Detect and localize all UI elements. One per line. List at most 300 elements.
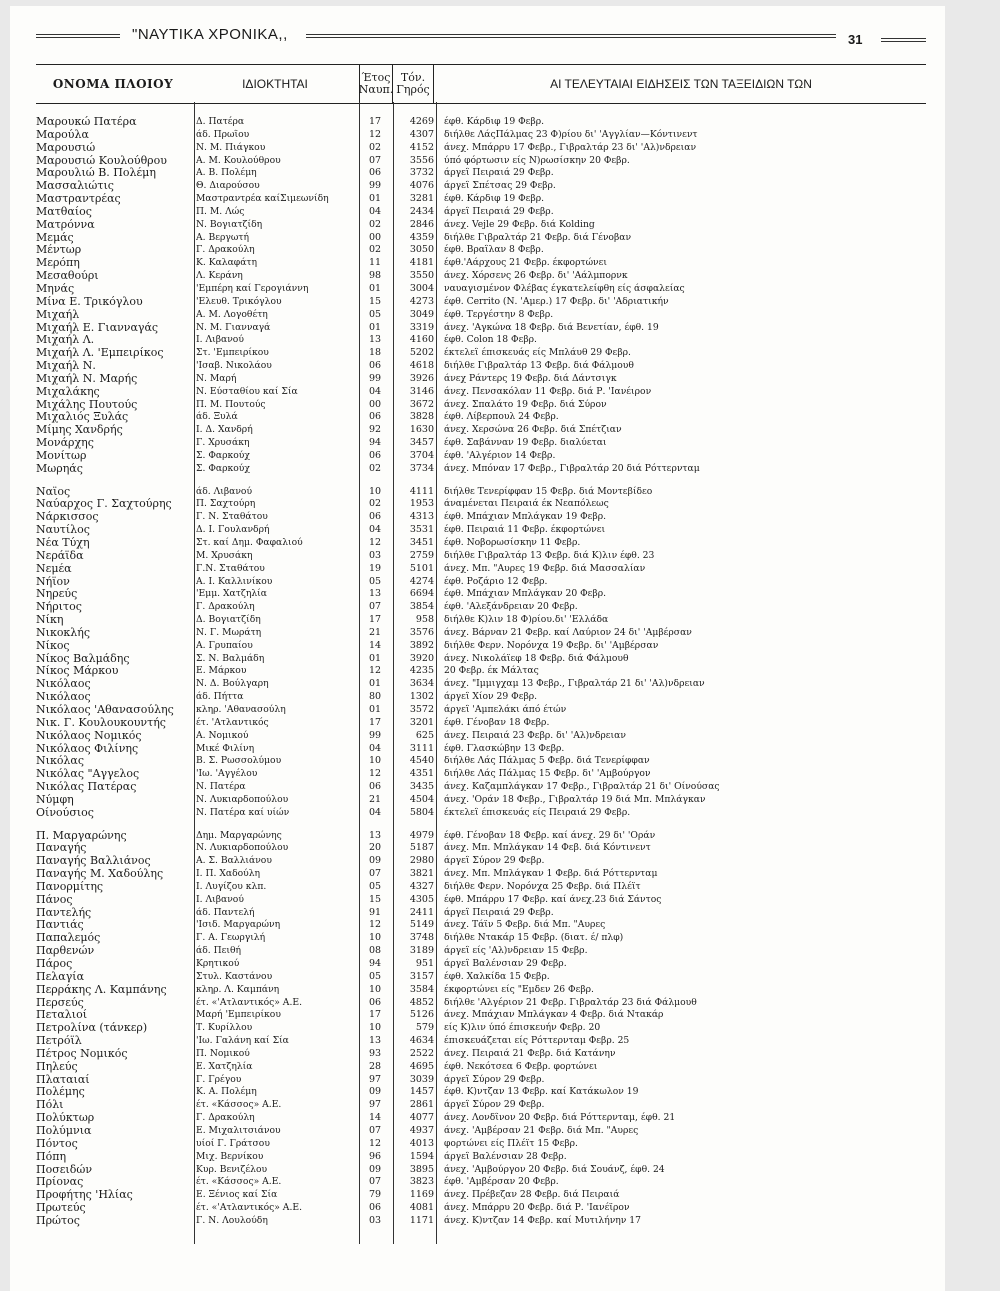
voyage-news: έφθ. Γλασκώβην 13 Φεβρ. (444, 742, 565, 754)
owner: Α. Β. Πολέμη (196, 167, 257, 179)
owner: άδ. Πειθή (196, 945, 241, 957)
owner: Μιχ. Βερνίκου (196, 1150, 264, 1162)
table-row (36, 424, 926, 437)
ship-name: Ματθαίος (36, 205, 92, 218)
owner: Ν. Γ. Μωράτη (196, 626, 262, 638)
year-built: 13 (368, 334, 382, 346)
voyage-news: άνεχ. Μπάρρυ 17 Φεβρ., Γιβραλτάρ 23 δι' 'Αλ)νδρειαν (444, 141, 697, 153)
voyage-news: άνεχ. Vejle 29 Φεβρ. διά Kolding (444, 218, 595, 230)
voyage-news: διήλθε Κ)λιν 18 Φ)ρίου.δι' 'Ελλάδα (444, 614, 609, 626)
table-row (36, 244, 926, 257)
owner: 'Εμμ. Χατζηλία (196, 588, 267, 600)
gross-tonnage: 4634 (409, 1035, 434, 1047)
owner: Ν. Πατέρα καί υίών (196, 806, 290, 818)
voyage-news: έφθ. Σαβάνναν 19 Φεβρ. διαλύεται (444, 437, 607, 449)
gross-tonnage: 4269 (409, 116, 434, 127)
owner: Α. Σ. Βαλλιάνου (196, 855, 272, 867)
ship-name: Μεσαθούρι (36, 270, 99, 283)
ship-name: Μιχαλάκης (36, 385, 100, 398)
owner: Σ. Ν. Βαλμάδη (196, 652, 265, 664)
owner: άδ. Λιβανού (196, 485, 253, 497)
owner: κληρ. 'Αθανασούλη (196, 703, 286, 715)
year-built: 05 (368, 308, 382, 320)
table-row (36, 1022, 926, 1035)
gross-tonnage: 3157 (409, 970, 434, 982)
owner: Ε. Μιχαλιτσιάνου (196, 1124, 281, 1136)
year-built: 10 (368, 755, 382, 767)
voyage-news: άνεχ Ράντερς 19 Φεβρ. διά Δάντσιγκ (444, 372, 617, 384)
ship-name: Μονίτωρ (36, 449, 87, 462)
gross-tonnage: 3572 (409, 703, 434, 715)
table-row (36, 283, 926, 296)
owner: Ι. Λυγίζου κλπ. (196, 880, 267, 892)
table-row (36, 1202, 926, 1215)
ship-name: Πελαγία (36, 970, 85, 983)
year-built: 96 (368, 1150, 382, 1162)
ship-name: Μιχαήλ Λ. (36, 334, 95, 347)
owner: Π. Μ. Πουτούς (196, 398, 266, 410)
gross-tonnage: 5149 (409, 919, 434, 931)
year-built: 01 (368, 193, 382, 205)
year-built: 05 (368, 970, 382, 982)
owner: Μικέ Φιλίνη (196, 742, 255, 754)
gross-tonnage: 2846 (409, 218, 434, 230)
ship-name: Μονάρχης (36, 437, 94, 450)
owner: έτ. 'Ατλαντικός (196, 716, 269, 728)
voyage-news: άργεΐ Σύρον 29 Φεβρ. (444, 1099, 545, 1111)
gross-tonnage: 5101 (409, 562, 434, 574)
table-row (36, 588, 926, 601)
owner: Τ. Κυρίλλου (196, 1022, 253, 1034)
voyage-news: διήλθε Λάς Πάλμας 5 Φεβρ. διά Τενερίφφαν (444, 755, 650, 767)
year-built: 20 (368, 842, 382, 854)
voyage-news: διήλθε Γιβραλτάρ 13 Φεβρ. διά Φάλμουθ (444, 360, 634, 372)
year-built: 04 (368, 806, 382, 818)
gross-tonnage: 3435 (409, 781, 434, 793)
gross-tonnage: 3634 (409, 678, 434, 690)
table-row (36, 984, 926, 997)
ship-name: Μιχαήλ Ε. Γιανναγάς (36, 321, 159, 334)
table-row (36, 730, 926, 743)
gross-tonnage: 2522 (409, 1047, 434, 1059)
table-row (36, 232, 926, 245)
table-row (36, 743, 926, 756)
year-built: 19 (368, 562, 382, 574)
table-row (36, 296, 926, 309)
year-built: 18 (368, 347, 382, 359)
ship-name: Νικόλαος (36, 691, 91, 704)
table-row (36, 1151, 926, 1164)
ship-name: Νικόλαος Φιλίνης (36, 742, 139, 755)
table-row (36, 1176, 926, 1189)
ship-name: Μαρούλα (36, 128, 89, 141)
table-row (36, 691, 926, 704)
gross-tonnage: 4313 (409, 511, 434, 523)
year-built: 06 (368, 449, 382, 461)
gross-tonnage: 3920 (409, 652, 434, 664)
year-built: 10 (368, 1022, 382, 1034)
table-row (36, 932, 926, 945)
year-built: 12 (368, 537, 382, 548)
ship-name: Πολύμνια (36, 1124, 92, 1137)
table-row (36, 704, 926, 717)
table-row (36, 155, 926, 168)
ship-name: Ποσειδών (36, 1163, 93, 1176)
voyage-news: έφθ. Νοβορωσίσκην 11 Φεβρ. (444, 537, 581, 548)
ship-name: Πολέμης (36, 1086, 85, 1099)
voyage-news: άνεχ. Σπαλάτο 19 Φεβρ. διά Σύρον (444, 398, 607, 410)
table-row (36, 129, 926, 142)
year-built: 97 (368, 1073, 382, 1085)
ship-name: Περσεύς (36, 996, 84, 1009)
table-row (36, 945, 926, 958)
voyage-news: ναυαγισμένον Φλέβας έγκατελείφθη είς άσφαλείας (444, 282, 685, 294)
ship-name: Πηλεύς (36, 1060, 78, 1073)
year-built: 06 (368, 511, 382, 523)
gross-tonnage: 4618 (409, 360, 434, 372)
year-built: 09 (368, 1086, 382, 1098)
year-built: 02 (368, 498, 382, 510)
year-built: 93 (368, 1047, 382, 1059)
owner: Ν. Πατέρα (196, 781, 246, 793)
voyage-news: άνεχ. Βάρναν 21 Φεβρ. καί Λαύριον 24 δι' 'Αμβέρσαν (444, 626, 692, 638)
voyage-news: έφθ. Ροζάριο 12 Φεβρ. (444, 575, 548, 587)
ship-name: Μιχάλης Πουτούς (36, 398, 138, 411)
owner: Α. Νομικού (196, 729, 249, 741)
table-row (36, 781, 926, 794)
table-row (36, 842, 926, 855)
year-built: 13 (368, 829, 382, 841)
year-built: 05 (368, 575, 382, 587)
owner: Γ. Δρακούλη (196, 1112, 255, 1124)
year-built: 98 (368, 270, 382, 282)
owner: 'Ελευθ. Τρικόγλου (196, 295, 282, 307)
table-row (36, 486, 926, 499)
voyage-news: άνεχ. Χόρσενς 26 Φεβρ. δι' 'Αάλμπορνκ (444, 270, 628, 282)
year-built: 13 (368, 1035, 382, 1047)
owner: Λ. Κεράνη (196, 270, 243, 282)
ship-name: Παναγής Μ. Χαδούλης (36, 868, 164, 881)
voyage-news: έφθ. Κάρδιφ 19 Φεβρ. (444, 116, 545, 127)
gross-tonnage: 3531 (409, 524, 434, 536)
table-row (36, 142, 926, 155)
ship-name: Νήϊον (36, 575, 70, 588)
gross-tonnage: 2411 (409, 906, 434, 918)
ship-name: Νικ. Γ. Κουλουκουντής (36, 716, 166, 729)
owner: Θ. Διαρούσου (196, 180, 260, 192)
owner: Ν. Λυκιαρδοπούλου (196, 842, 289, 854)
voyage-news: άνεχ. Κ)ντζαν 14 Φεβρ. καί Μυτιλήνην 17 (444, 1214, 641, 1226)
voyage-news: άργεΐ Σύρον 29 Φεβρ. (444, 855, 545, 867)
table-row (36, 601, 926, 614)
header-rule-middle (306, 34, 836, 38)
owner: υίοί Γ. Γράτσου (196, 1137, 270, 1149)
voyage-news: έφθ. Κ)ντζαν 13 Φεβρ. καί Κατάκωλον 19 (444, 1086, 639, 1098)
owner: Γ. Γρέγου (196, 1073, 242, 1085)
voyage-news: διήλθε Ντακάρ 15 Φεβρ. (διατ. έ/ πλφ) (444, 932, 624, 944)
gross-tonnage: 3201 (409, 716, 434, 728)
table-row (36, 958, 926, 971)
ship-name: Ναυτίλος (36, 524, 90, 537)
ship-name: Μαρουσιώ (36, 141, 96, 154)
year-built: 01 (368, 678, 382, 690)
gross-tonnage: 4327 (409, 880, 434, 892)
table-row (36, 463, 926, 476)
year-built: 21 (368, 626, 382, 638)
year-built: 04 (368, 385, 382, 397)
ship-name: Παναγής (36, 842, 87, 855)
gross-tonnage: 3550 (409, 270, 434, 282)
owner: Μ. Χρυσάκη (196, 549, 253, 561)
gross-tonnage: 4351 (409, 768, 434, 780)
table-row (36, 524, 926, 537)
owner: Ν. Δ. Βούλγαρη (196, 678, 269, 690)
gross-tonnage: 2759 (409, 549, 434, 561)
table-row (36, 1099, 926, 1112)
ship-name: Πόλι (36, 1099, 64, 1112)
table-row (36, 563, 926, 576)
ship-name: Νίκος Μάρκου (36, 665, 119, 678)
table-row (36, 1138, 926, 1151)
owner: Γ. Α. Γεωργιλή (196, 932, 266, 944)
table-row (36, 717, 926, 730)
year-built: 06 (368, 167, 382, 179)
voyage-news: άνεχ. Μπόναν 17 Φεβρ., Γιβραλτάρ 20 διά Ρόττερνταμ (444, 462, 700, 474)
table-row (36, 550, 926, 563)
owner: Κρητικού (196, 958, 240, 969)
year-built: 04 (368, 742, 382, 754)
running-header (36, 26, 926, 48)
year-built: 80 (368, 691, 382, 703)
owner: Κ. Α. Πολέμη (196, 1086, 257, 1098)
voyage-news: έφθ. 'Αλεξάνδρειαν 20 Φεβρ. (444, 601, 578, 613)
ship-name: Ναΐος (36, 485, 71, 498)
voyage-news: άργεΐ Βαλένσιαν 29 Φεβρ. (444, 958, 567, 969)
table-row (36, 498, 926, 511)
ship-name: Μίμης Χανδρής (36, 424, 123, 437)
voyage-news: έφθ. Πειραιά 11 Φεβρ. έκφορτώνει (444, 524, 606, 536)
ship-name: Πόπη (36, 1150, 67, 1163)
voyage-news: διήλθε Φερν. Νορόνχα 25 Φεβρ. διά Πλέϊτ (444, 880, 641, 892)
owner: άδ. Ξυλά (196, 411, 238, 423)
table-row (36, 919, 926, 932)
voyage-news: άνεχ. Πρέβεζαν 28 Φεβρ. διά Πειραιά (444, 1189, 620, 1201)
year-built: 05 (368, 880, 382, 892)
table-row (36, 807, 926, 820)
gross-tonnage: 1169 (409, 1189, 434, 1201)
gross-tonnage: 3734 (409, 462, 434, 474)
table-row (36, 794, 926, 807)
gross-tonnage: 3854 (409, 601, 434, 613)
year-built: 12 (368, 128, 382, 140)
owner: 'Ιω. Γαλάνη καί Σία (196, 1035, 289, 1047)
voyage-news: άνεχ. Νικολάϊεφ 18 Φεβρ. διά Φάλμουθ (444, 652, 629, 664)
year-built: 06 (368, 411, 382, 423)
voyage-news: άργεΐ Πειραιά 29 Φεβρ. (444, 906, 554, 918)
ship-name: Νύμφη (36, 793, 74, 806)
ship-name: Νικόλαος Νομικός (36, 729, 142, 742)
table-row (36, 665, 926, 678)
voyage-news: άργεΐ 'Αμπελάκι άπό έτών (444, 703, 567, 715)
table-row (36, 868, 926, 881)
ship-name: Μαρουσιώ Κουλούθρου (36, 154, 167, 167)
table-row (36, 219, 926, 232)
owner: Ν. Λυκιαρδοπούλου (196, 793, 289, 805)
year-built: 01 (368, 652, 382, 664)
year-built: 07 (368, 1176, 382, 1188)
table-row (36, 347, 926, 360)
year-built: 28 (368, 1060, 382, 1072)
column-heading-year-top: Έτος (361, 71, 391, 84)
voyage-news: άναμένεται Πειραιά έκ Νεαπόλεως (444, 498, 609, 510)
owner: Στ. καί Δημ. Φαφαλιού (196, 537, 303, 548)
owner: Π. Νομικού (196, 1047, 250, 1059)
owner: Σ. Φαρκούχ (196, 449, 250, 461)
column-heading-voyage-news: ΑΙ ΤΕΛΕΥΤΑΙΑΙ ΕΙΔΗΣΕΙΣ ΤΩΝ ΤΑΞΕΙΔΙΩΝ ΤΩΝ (550, 77, 812, 91)
year-built: 09 (368, 1163, 382, 1175)
table-row (36, 386, 926, 399)
year-built: 07 (368, 868, 382, 880)
table-row (36, 1086, 926, 1099)
gross-tonnage: 5187 (409, 842, 434, 854)
column-heading-tonnage (393, 65, 434, 103)
year-built: 07 (368, 154, 382, 166)
gross-tonnage: 3189 (409, 945, 434, 957)
year-built: 06 (368, 996, 382, 1008)
gross-tonnage: 6694 (409, 588, 434, 600)
owner: Α. Ι. Καλλινίκου (196, 575, 273, 587)
voyage-news: διήλθε Φερν. Νορόνχα 19 Φεβρ. δι' 'Αμβέρσαν (444, 639, 659, 651)
gross-tonnage: 1457 (409, 1086, 434, 1098)
voyage-news: έφθ. Μπάχιαν Μπλάγκαν 19 Φεβρ. (444, 511, 607, 523)
owner: Ι. Λιβανού (196, 334, 244, 346)
gross-tonnage: 4077 (409, 1112, 434, 1124)
voyage-news: άνεχ. 'Αγκώνα 18 Φεβρ. διά Βενετίαν, έφθ. 19 (444, 321, 659, 333)
voyage-news: 20 Φεβρ. έκ Μάλτας (444, 665, 539, 677)
gross-tonnage: 3111 (409, 742, 434, 754)
owner: Ι. Δ. Χανδρή (196, 424, 253, 436)
ship-name: Πόντος (36, 1137, 78, 1150)
year-built: 02 (368, 218, 382, 230)
gross-tonnage: 3821 (409, 868, 434, 880)
gross-tonnage: 4852 (409, 996, 434, 1008)
ship-name: Νίκη (36, 614, 64, 627)
ship-name: Νηρεύς (36, 588, 78, 601)
ship-name: Νεράϊδα (36, 549, 84, 562)
table-row (36, 167, 926, 180)
gross-tonnage: 579 (415, 1022, 434, 1034)
voyage-news: άνεχ. 'Αμβούργον 20 Φεβρ. διά Σουάνζ, έφθ. 24 (444, 1163, 665, 1175)
voyage-news: άργεΐ Σύρον 29 Φεβρ. (444, 1073, 545, 1085)
year-built: 97 (368, 1099, 382, 1111)
gross-tonnage: 3672 (409, 398, 434, 410)
ship-name: Περράκης Λ. Καμπάνης (36, 983, 167, 996)
owner: Ε. Χατζηλία (196, 1060, 253, 1072)
year-built: 17 (368, 116, 382, 127)
owner: Α. Γρυπαίου (196, 639, 253, 651)
voyage-news: άργεΐ είς 'Αλ)νδρειαν 15 Φεβρ. (444, 945, 588, 957)
year-built: 08 (368, 945, 382, 957)
gross-tonnage: 3828 (409, 411, 434, 423)
gross-tonnage: 1953 (409, 498, 434, 510)
table-row (36, 116, 926, 129)
gross-tonnage: 3556 (409, 154, 434, 166)
year-built: 94 (368, 958, 382, 969)
year-built: 06 (368, 360, 382, 372)
gross-tonnage: 3004 (409, 282, 434, 294)
ship-name: Νικοκλής (36, 626, 91, 639)
table-row (36, 653, 926, 666)
voyage-news: έφθ. Cerrito (Ν. 'Αμερ.) 17 Φεβρ. δι' 'Αδριατικήν (444, 295, 669, 307)
ship-name: Ναύαρχος Γ. Σαχτούρης (36, 498, 172, 511)
owner: Α. Βεργωτή (196, 231, 249, 243)
year-built: 03 (368, 1214, 382, 1226)
table-row (36, 971, 926, 984)
voyage-news: έφθ. Τεργέστην 8 Φεβρ. (444, 308, 554, 320)
year-built: 02 (368, 462, 382, 474)
year-built: 02 (368, 244, 382, 256)
year-built: 07 (368, 1124, 382, 1136)
ship-name: Νικόλαος 'Αθανασούλης (36, 703, 174, 716)
table-row (36, 1035, 926, 1048)
gross-tonnage: 3732 (409, 167, 434, 179)
owner: Γ. Ν. Λουλούδη (196, 1214, 268, 1226)
year-built: 21 (368, 793, 382, 805)
owner: Γ. Δρακούλη (196, 601, 255, 613)
year-built: 12 (368, 665, 382, 677)
voyage-news: άνεχ. Πειραιά 23 Φεβρ. δι' 'Αλ)νδρειαν (444, 729, 626, 741)
ship-name: Πρίονας (36, 1176, 84, 1189)
gross-tonnage: 3576 (409, 626, 434, 638)
voyage-news: ύπό φόρτωσιν είς Ν)ρωσίσκην 20 Φεβρ. (444, 154, 630, 166)
year-built: 91 (368, 906, 382, 918)
owner: Ν. Εύσταθίου καί Σία (196, 385, 298, 397)
year-built: 14 (368, 1112, 382, 1124)
owner: Α. Μ. Λογοθέτη (196, 308, 268, 320)
voyage-news: έφθ. 'Αμβέρσαν 20 Φεβρ. (444, 1176, 559, 1188)
voyage-news: έκτελεΐ έπισκευάς είς Πειραιά 29 Φεβρ. (444, 806, 631, 818)
table-row (36, 193, 926, 206)
year-built: 10 (368, 983, 382, 995)
gross-tonnage: 3457 (409, 437, 434, 449)
voyage-news: άργεΐ Πειραιά 29 Φεβρ. (444, 167, 554, 179)
voyage-news: άνεχ. Λονδΐνον 20 Φεβρ. διά Ρόττερνταμ, έφθ. 21 (444, 1112, 676, 1124)
gross-tonnage: 4979 (409, 829, 434, 841)
gross-tonnage: 4013 (409, 1137, 434, 1149)
voyage-news: διήλθε Λάς Πάλμας 15 Φεβρ. δι' 'Αμβούργον (444, 768, 651, 780)
table-row (36, 894, 926, 907)
ship-name: Μαρουλιώ Β. Πολέμη (36, 167, 156, 180)
gross-tonnage: 4235 (409, 665, 434, 677)
gross-tonnage: 4160 (409, 334, 434, 346)
table-row (36, 437, 926, 450)
year-built: 03 (368, 549, 382, 561)
voyage-news: άνεχ. Πενσακόλαν 11 Φεβρ. διά Ρ. 'Ιανέιρον (444, 385, 652, 397)
ship-name: Πλαταιαί (36, 1073, 90, 1086)
table-row (36, 830, 926, 843)
gross-tonnage: 4307 (409, 128, 434, 140)
voyage-news: άργεΐ Χίον 29 Φεβρ. (444, 691, 538, 703)
owner: Δημ. Μαργαρώνης (196, 829, 282, 841)
year-built: 06 (368, 1202, 382, 1214)
year-built: 99 (368, 729, 382, 741)
year-built: 02 (368, 141, 382, 153)
ship-name: Πεταλιοί (36, 1009, 88, 1022)
owner: Κυρ. Βενιζέλου (196, 1163, 268, 1175)
ship-name: Μιχαλιός Ξυλάς (36, 411, 129, 424)
ship-name: Μιχαήλ (36, 308, 80, 321)
table-row (36, 614, 926, 627)
